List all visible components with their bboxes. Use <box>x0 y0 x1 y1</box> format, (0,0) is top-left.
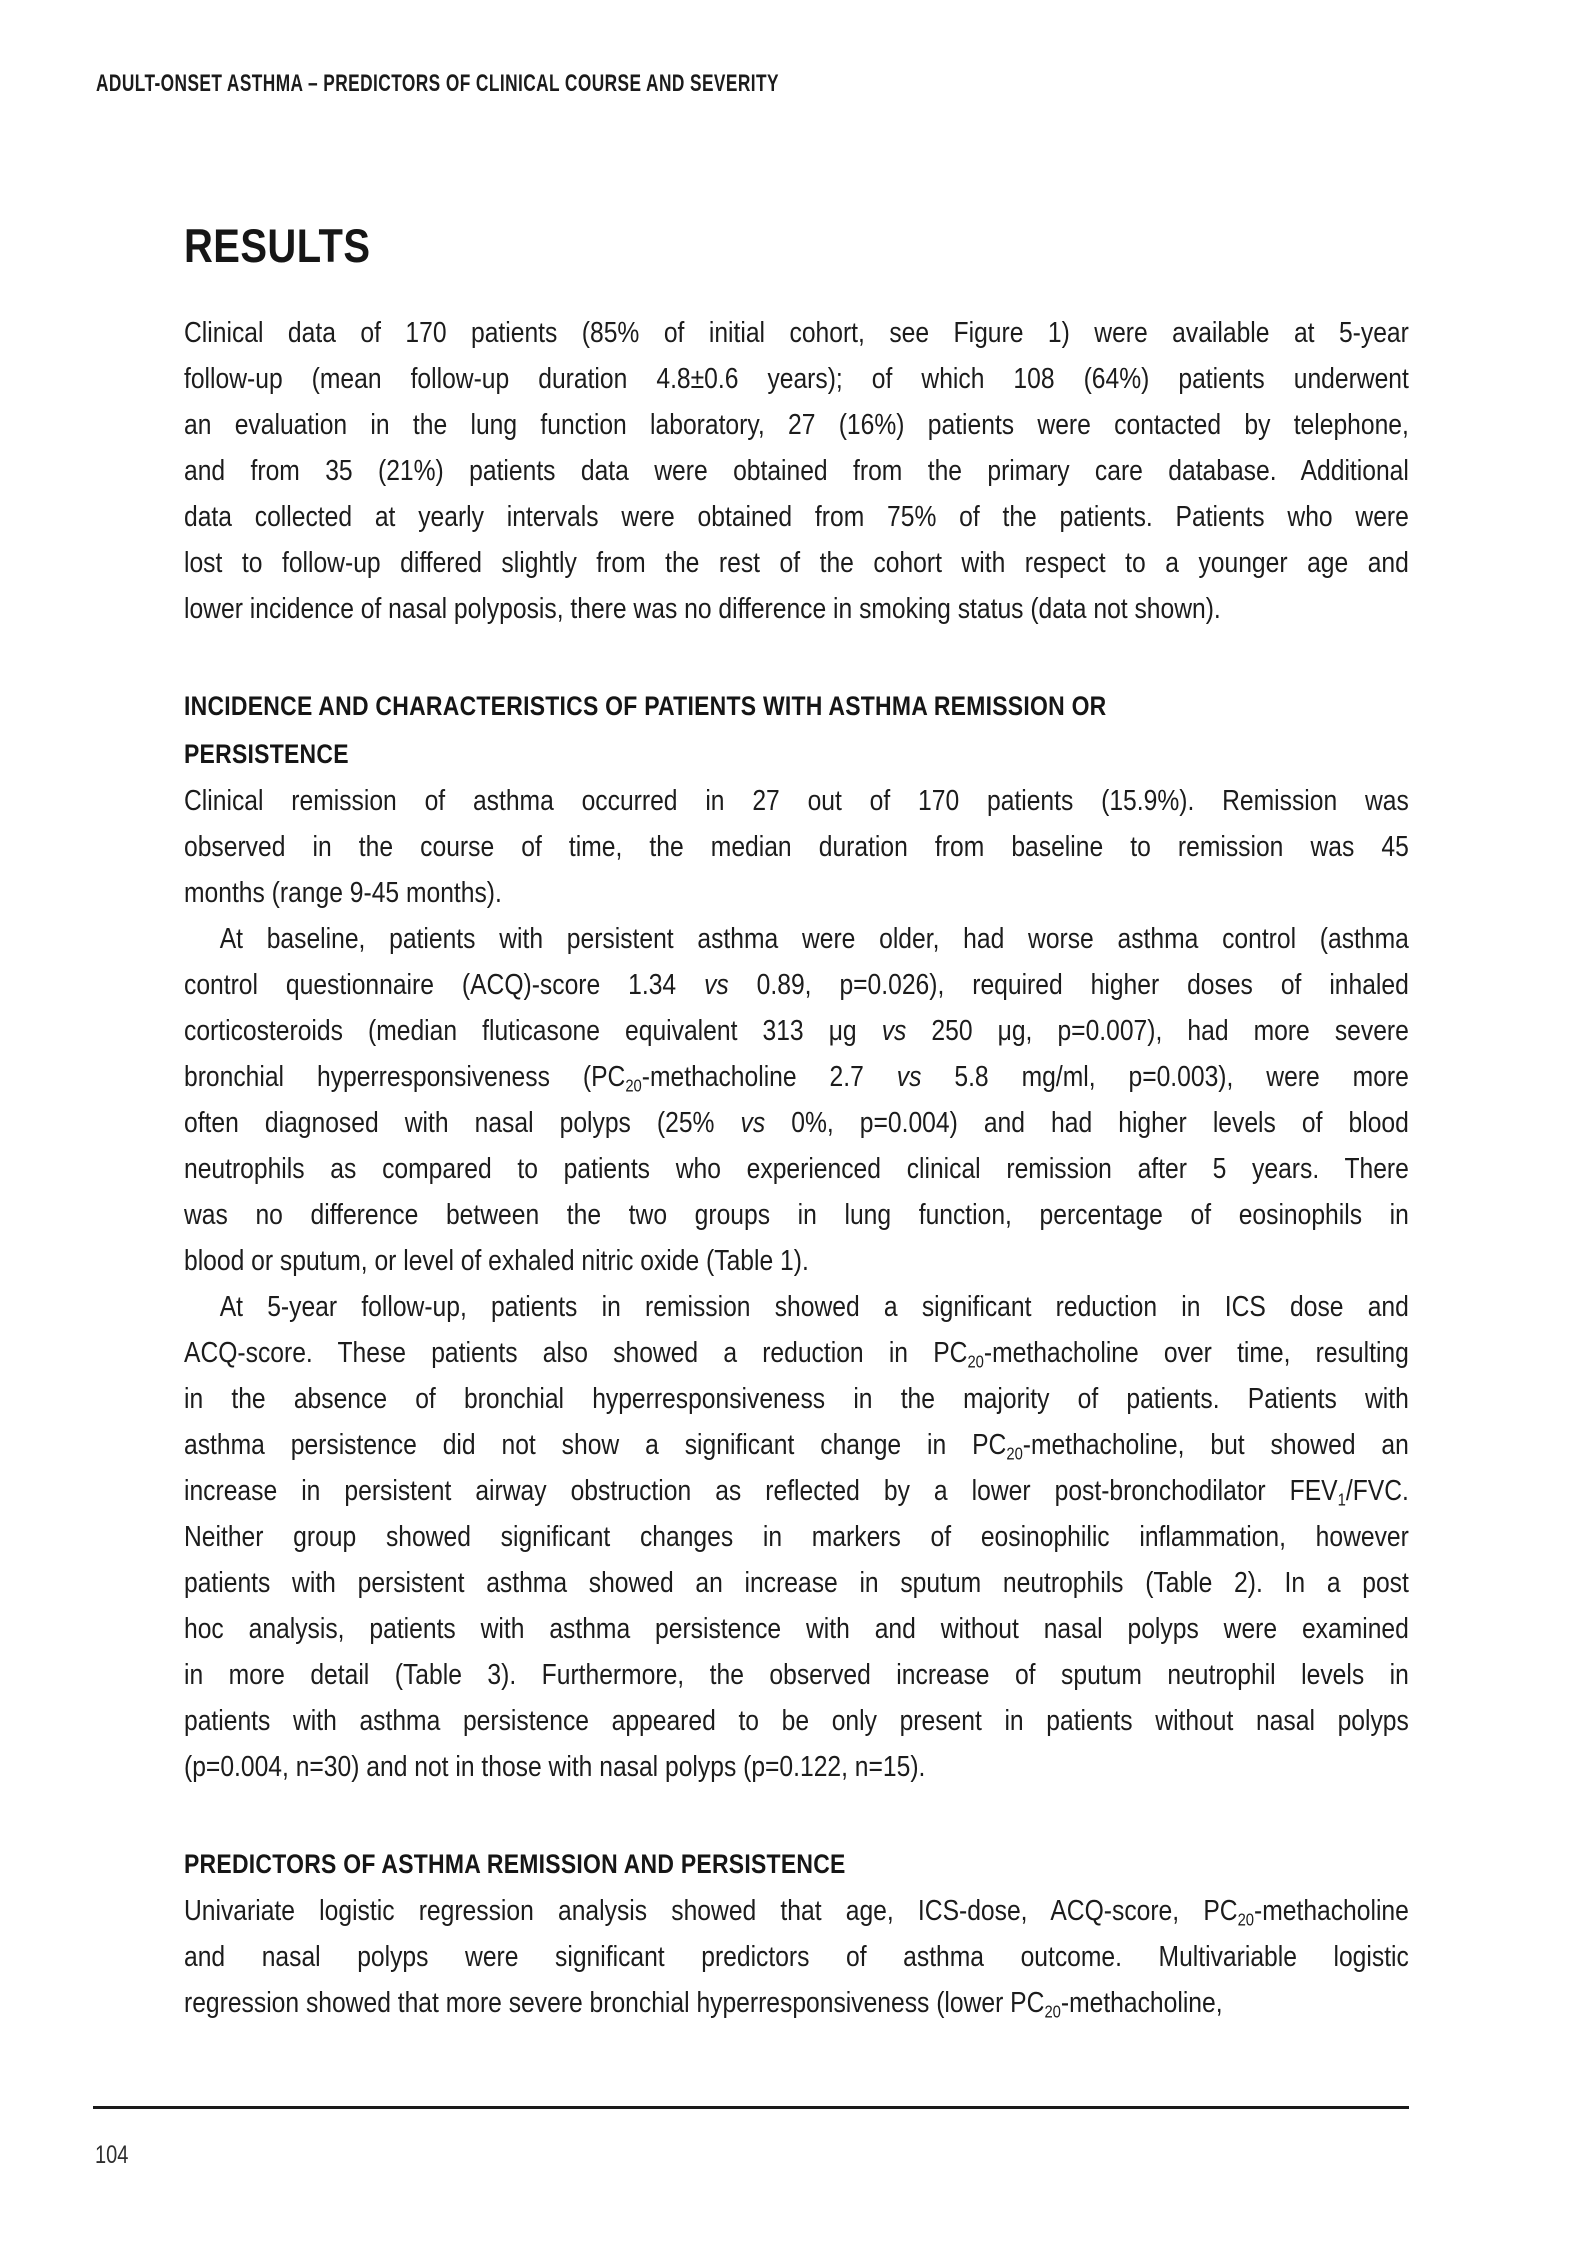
paragraph <box>184 916 1409 1284</box>
text-line: INCIDENCE AND CHARACTERISTICS OF PATIENTS WITH ASTHMA REMISSION OR <box>184 691 1107 721</box>
text-line: in the absence of bronchial hyperresponsiveness in the majority of patients. Patients with <box>184 1383 1409 1415</box>
text-line: control questionnaire (ACQ)-score 1.34 vs 0.89, p=0.026), required higher doses of inhaled <box>184 969 1409 1001</box>
text-line: Univariate logistic regression analysis showed that age, ICS-dose, ACQ-score, $PC_{20}$-methacholine <box>184 1895 1409 1930</box>
text-line: in more detail (Table 3). Furthermore, the observed increase of sputum neutrophil levels in <box>184 1659 1409 1691</box>
text-line: ACQ-score. These patients also showed a reduction in $PC_{20}$-methacholine over time, resulting <box>184 1337 1409 1372</box>
main-content <box>184 218 1593 2026</box>
text-line: an evaluation in the lung function laboratory, 27 (16%) patients were contacted by telephone, <box>184 409 1409 441</box>
text-line: lost to follow-up differed slightly from the rest of the cohort with respect to a younger age and <box>184 547 1409 579</box>
text-line: PREDICTORS OF ASTHMA REMISSION AND PERSISTENCE <box>184 1849 846 1879</box>
text-line: Clinical remission of asthma occurred in 27 out of 170 patients (15.9%). Remission was <box>184 785 1409 817</box>
text-line: often diagnosed with nasal polyps (25% vs 0%, p=0.004) and had higher levels of blood <box>184 1107 1409 1139</box>
text-line: patients with asthma persistence appeared to be only present in patients without nasal polyps <box>184 1705 1409 1737</box>
text-line: lower incidence of nasal polyposis, there was no difference in smoking status (data not shown). <box>184 593 1221 625</box>
text-line: and from 35 (21%) patients data were obtained from the primary care database. Additional <box>184 455 1409 487</box>
paragraph <box>184 310 1409 632</box>
paragraph <box>184 778 1409 916</box>
text-line: PERSISTENCE <box>184 739 349 769</box>
text-line: At 5-year follow-up, patients in remission showed a significant reduction in ICS dose and <box>219 1291 1409 1323</box>
text-line: was no difference between the two groups in lung function, percentage of eosinophils in <box>184 1199 1409 1231</box>
text-line: increase in persistent airway obstruction as reflected by a lower post-bronchodilator $FEV_1$/FVC. <box>184 1475 1409 1510</box>
text-line: hoc analysis, patients with asthma persistence with and without nasal polyps were examined <box>184 1613 1409 1645</box>
content-blocks <box>184 310 1409 2026</box>
text-line: follow-up (mean follow-up duration 4.8±0.6 years); of which 108 (64%) patients underwent <box>184 363 1409 395</box>
paragraph <box>184 1888 1409 2026</box>
page-title: RESULTS <box>184 219 371 272</box>
text-line: corticosteroids (median fluticasone equivalent 313 μg vs 250 μg, p=0.007), had more severe <box>184 1015 1409 1047</box>
text-line: asthma persistence did not show a significant change in $PC_{20}$-methacholine, but showed an <box>184 1429 1409 1464</box>
section-heading <box>184 682 1409 778</box>
running-header: ADULT-ONSET ASTHMA – PREDICTORS OF CLINICAL COURSE AND SEVERITY <box>96 70 779 97</box>
text-line: neutrophils as compared to patients who experienced clinical remission after 5 years. There <box>184 1153 1409 1185</box>
text-line: and nasal polyps were significant predictors of asthma outcome. Multivariable logistic <box>184 1941 1409 1973</box>
text-column <box>184 218 1409 2026</box>
section-heading <box>184 1840 1409 1888</box>
text-line: blood or sputum, or level of exhaled nitric oxide (Table 1). <box>184 1245 809 1277</box>
text-line: (p=0.004, n=30) and not in those with nasal polyps (p=0.122, n=15). <box>184 1751 926 1783</box>
text-line: observed in the course of time, the median duration from baseline to remission was 45 <box>184 831 1409 863</box>
text-line: regression showed that more severe bronchial hyperresponsiveness (lower $PC_{20}$-methacholine, <box>184 1987 1223 2022</box>
page-number: 104 <box>95 2141 129 2169</box>
text-line: Neither group showed significant changes in markers of eosinophilic inflammation, however <box>184 1521 1409 1553</box>
text-line: patients with persistent asthma showed an increase in sputum neutrophils (Table 2). In a post <box>184 1567 1409 1599</box>
footer-rule <box>93 2106 1409 2109</box>
paragraph <box>184 1284 1409 1790</box>
text-line: bronchial hyperresponsiveness ($PC_{20}$-methacholine 2.7 vs 5.8 mg/ml, p=0.003), were more <box>184 1061 1409 1096</box>
text-line: data collected at yearly intervals were obtained from 75% of the patients. Patients who were <box>184 501 1409 533</box>
text-line: At baseline, patients with persistent asthma were older, had worse asthma control (asthma <box>219 923 1409 955</box>
text-line: Clinical data of 170 patients (85% of initial cohort, see Figure 1) were available at 5-year <box>184 317 1409 349</box>
text-line: months (range 9-45 months). <box>184 877 502 909</box>
